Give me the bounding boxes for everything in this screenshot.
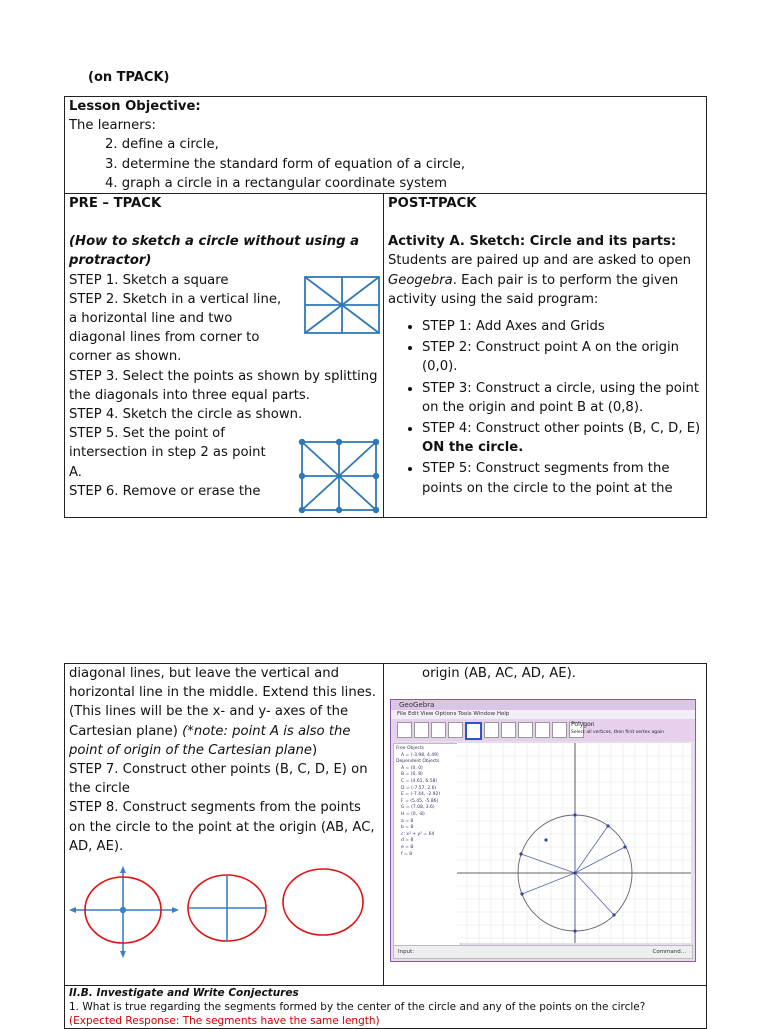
algebra-view [393,743,461,949]
section-title: II.B. Investigate and Write Conjectures [69,987,299,999]
step-7: STEP 7. Construct other points (B, C, D, E) on the circle [69,762,368,797]
dependent-object-list [396,766,458,858]
post-tpack-cell [384,194,707,518]
circle-tool-icon[interactable] [484,722,499,738]
activity-intro: Students are paired up and are asked to open Geogebra. Each pair is to perform the given activity using the said program: [388,253,691,307]
step-6: STEP 6. Remove or erase the [69,483,261,499]
circle-sketches [67,864,379,964]
line-tool-icon[interactable] [431,722,446,738]
graphics-view[interactable] [457,743,691,943]
circle-sketch-plain [283,869,363,935]
object-item: A = (0, 0) [401,765,423,771]
perpendicular-tool-icon[interactable] [448,722,463,738]
square-diagram-1 [302,274,382,336]
step-4: STEP 4. Sketch the circle as shown. [69,407,303,423]
pre-tpack-cell [65,194,384,518]
object-item: B = (0, 8) [401,772,423,778]
post-tpack-title: POST-TPACK [388,196,477,212]
objective-title: Lesson Objective: [69,99,201,114]
object-item: G = (7.08, 3.6) [401,805,435,811]
object-item: F = (5.45, -5.86) [401,798,439,804]
objective-intro: The learners: [69,118,156,134]
geogebra-window [390,699,696,962]
circle-sketch-with-axes [69,866,179,958]
geogebra-menu[interactable]: File Edit View Options Tools Window Help [391,710,695,719]
continued-step: origin (AB, AC, AD, AE). [422,666,576,681]
document-header: (on TPACK) [88,70,170,85]
object-item: e = 8 [401,844,414,850]
objective-item: 3. determine the standard form of equation of a circle, [105,156,466,172]
geogebra-toolbar [391,719,695,741]
angle-tool-icon[interactable] [518,722,533,738]
object-item: f = 8 [401,851,413,857]
object-item: D = (-7.57, 2.6) [401,785,437,791]
activity-step: • STEP 3: Construct a circle, using the point on the origin and point B at (0,8). [422,379,702,417]
pre-tpack-title: PRE – TPACK [69,196,162,212]
activity-step: • STEP 1: Add Axes and Grids [422,317,702,336]
square-diagram-2 [296,438,382,514]
question-1: 1. What is true regarding the segments formed by the center of the circle and any of the points on the circle? [69,1001,646,1013]
polygon-tool-icon[interactable] [465,722,482,740]
lesson-table-top [64,96,707,518]
continued-text: diagonal lines, but leave the vertical and horizontal line in the middle. Extend this lines. (This lines will be the x- and y- axes of the Cartesian plane) (*note: point A is also the point of origin of the Cartesian plane) [69,666,376,758]
activity-step: • STEP 2: Construct point A on the origin (0,0). [422,338,702,376]
object-item: E = (-7.44, -2.92) [401,792,441,798]
object-item: a = 8 [401,818,414,824]
geogebra-tool-hint: Select all vertices, then first vertex again [571,730,664,735]
geogebra-title: GeoGebra [391,700,695,710]
move-tool-icon[interactable] [397,722,412,738]
step-2: STEP 2. Sketch in a vertical line, a horizontal line and two diagonal lines from corner to corner as shown. [69,291,282,365]
dependent-objects-label: Dependent Objects [396,759,440,765]
input-label: Input: [398,949,415,955]
geogebra-tool-help [571,721,664,737]
continued-left-cell [65,664,384,986]
input-bar[interactable] [393,945,693,959]
object-item: C = (4.61, 6.58) [401,778,438,784]
activity-step: • STEP 5: Construct segments from the points on the circle to the point at the [422,459,702,497]
geogebra-tool-name: Polygon [571,721,595,728]
point-tool-icon[interactable] [414,722,429,738]
continued-right-cell [384,664,707,986]
step-5: STEP 5. Set the point of intersection in step 2 as point A. [69,426,266,480]
object-item: d = 8 [401,838,414,844]
objective-item: 4. graph a circle in a rectangular coordinate system [105,175,447,191]
objective-item: 2. define a circle, [105,137,219,153]
conjectures-cell [65,986,707,1029]
object-item: H = (0, -8) [401,811,425,817]
free-object-item: A = (-3.98, 4.49) [401,752,439,758]
object-item: b = 8 [401,825,414,831]
geogebra-tools [397,722,584,740]
pre-tpack-subtitle: (How to sketch a circle without using a protractor) [69,234,360,269]
objective-list [69,135,702,193]
lesson-table-bottom [64,663,707,1029]
circle-sketch-with-cross [188,875,266,941]
reflect-tool-icon[interactable] [535,722,550,738]
free-objects-label: Free Objects [396,746,424,751]
objective-cell [65,97,707,194]
step-1: STEP 1. Sketch a square [69,272,229,288]
command-dropdown[interactable]: Command... [652,949,686,955]
step-3: STEP 3. Select the points as shown by splitting the diagonals into three equal parts. [69,368,378,403]
activity-steps [388,317,702,498]
expected-response: (Expected Response: The segments have the same length) [69,1015,380,1027]
conic-tool-icon[interactable] [501,722,516,738]
object-item: c: x² + y² = 64 [401,831,435,837]
step-8: STEP 8. Construct segments from the points on the circle to the point at the origin (AB, AC, AD, AE). [69,800,375,854]
slider-tool-icon[interactable] [552,722,567,738]
activity-title: Activity A. Sketch: Circle and its parts: [388,234,677,250]
activity-step: • STEP 4: Construct other points (B, C, D, E) ON the circle. [422,419,702,457]
